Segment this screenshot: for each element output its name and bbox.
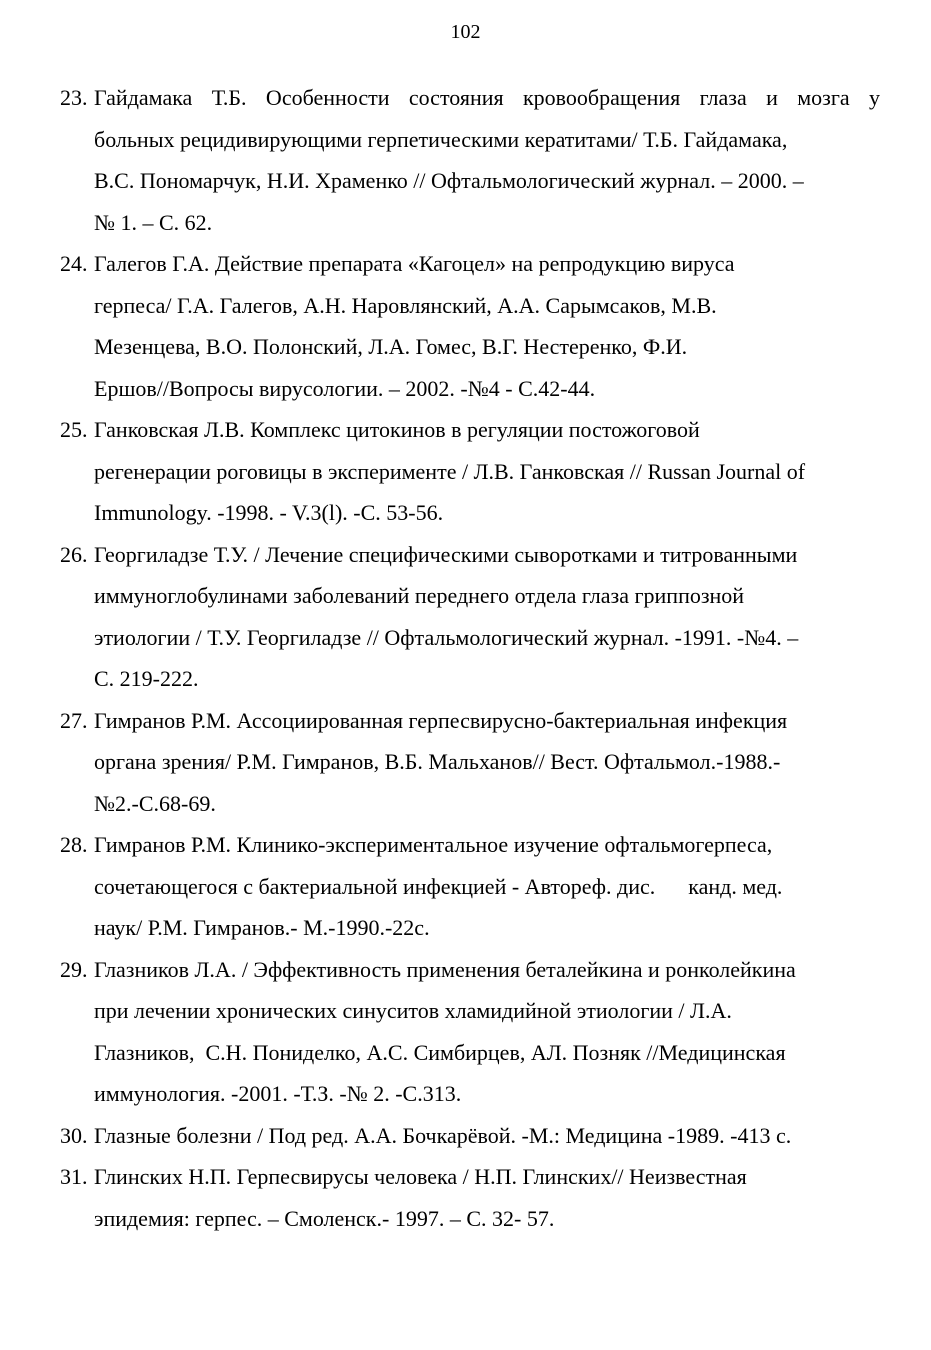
reference-number: 31.	[60, 1164, 88, 1189]
reference-line: регенерации роговицы в эксперименте / Л.В. Ганковская // Russan Journal of	[94, 458, 806, 484]
reference-item	[60, 243, 880, 409]
reference-line: В.С. Пономарчук, Н.И. Храменко // Офтальмологический журнал. – 2000. –	[94, 168, 804, 193]
reference-line: иммуноглобулинами заболеваний переднего отдела глаза гриппозной	[94, 583, 745, 608]
reference-item	[60, 700, 880, 825]
reference-number: 25.	[60, 417, 88, 442]
reference-line: при лечении хронических синуситов хламидийной этиологии / Л.А.	[94, 998, 732, 1023]
reference-line: герпеса/ Г.А. Галегов, А.Н. Наровлянский, А.А. Сарымсаков, М.В.	[94, 292, 717, 318]
reference-line: иммунология. -2001. -Т.З. -№ 2. -С.313.	[94, 1081, 462, 1106]
reference-item	[60, 824, 880, 949]
reference-item	[60, 1115, 880, 1157]
reference-line: Мезенцева, В.О. Полонский, Л.А. Гомес, В.Г. Нестеренко, Ф.И.	[94, 334, 688, 359]
reference-item	[60, 409, 880, 534]
reference-line: Глазников Л.А. / Эффективность применения беталейкина и ронколейкина	[94, 956, 796, 982]
reference-item	[60, 77, 880, 243]
reference-number: 23.	[60, 85, 88, 110]
reference-line: Гимранов Р.М. Ассоциированная герпесвирусно-бактериальная инфекция	[94, 707, 788, 733]
reference-line: Ганковская Л.В. Комплекс цитокинов в регуляции постожоговой	[94, 417, 700, 442]
reference-number: 30.	[60, 1122, 88, 1148]
reference-number: 26.	[60, 541, 88, 567]
reference-line: больных рецидивирующими герпетическими кератитами/ Т.Б. Гайдамака,	[94, 126, 788, 152]
reference-line: Immunology. -1998. - V.3(l). -С. 53-56.	[94, 500, 444, 525]
reference-number: 29.	[60, 956, 88, 982]
reference-line: Ершов//Вопросы вирусологии. – 2002. -№4 - С.42-44.	[94, 375, 596, 401]
reference-line: Гимранов Р.М. Клинико-экспериментальное изучение офтальмогерпеса,	[94, 832, 773, 857]
reference-number: 27.	[60, 707, 88, 733]
reference-line: Глинских Н.П. Герпесвирусы человека / Н.П. Глинских// Неизвестная	[94, 1164, 747, 1189]
reference-item	[60, 1156, 880, 1239]
reference-item	[60, 949, 880, 1115]
reference-number: 24.	[60, 251, 88, 276]
reference-number: 28.	[60, 832, 88, 857]
reference-line: Глазные болезни / Под ред. А.А. Бочкарёвой. -М.: Медицина -1989. -413 с.	[94, 1122, 792, 1148]
reference-line: Галегов Г.А. Действие препарата «Кагоцел» на репродукцию вируса	[94, 251, 735, 276]
reference-line: органа зрения/ Р.М. Гимранов, В.Б. Мальханов// Вест. Офтальмол.-1988.-	[94, 749, 781, 774]
reference-line: Георгиладзе Т.У. / Лечение специфическими сыворотками и титрованными	[94, 541, 798, 567]
reference-line: С. 219-222.	[94, 666, 199, 691]
reference-line: Гайдамака Т.Б. Особенности состояния кровообращения глаза и мозга у	[94, 85, 880, 110]
reference-list	[60, 77, 880, 1239]
reference-line: № 1. – С. 62.	[94, 209, 213, 235]
reference-line: эпидемия: герпес. – Смоленск.- 1997. – С. 32- 57.	[94, 1205, 555, 1231]
reference-line: №2.-С.68-69.	[94, 790, 216, 816]
reference-line: этиологии / Т.У. Георгиладзе // Офтальмологический журнал. -1991. -№4. –	[94, 624, 799, 650]
reference-line: сочетающегося с бактериальной инфекцией - Автореф. дис. канд. мед.	[94, 873, 783, 899]
page-number: 102	[450, 21, 481, 43]
reference-item	[60, 534, 880, 700]
reference-line: Глазников, С.Н. Пониделко, А.С. Симбирцев, АЛ. Позняк //Медицинская	[94, 1039, 786, 1065]
reference-line: наук/ Р.М. Гимранов.- М.-1990.-22с.	[94, 915, 430, 940]
